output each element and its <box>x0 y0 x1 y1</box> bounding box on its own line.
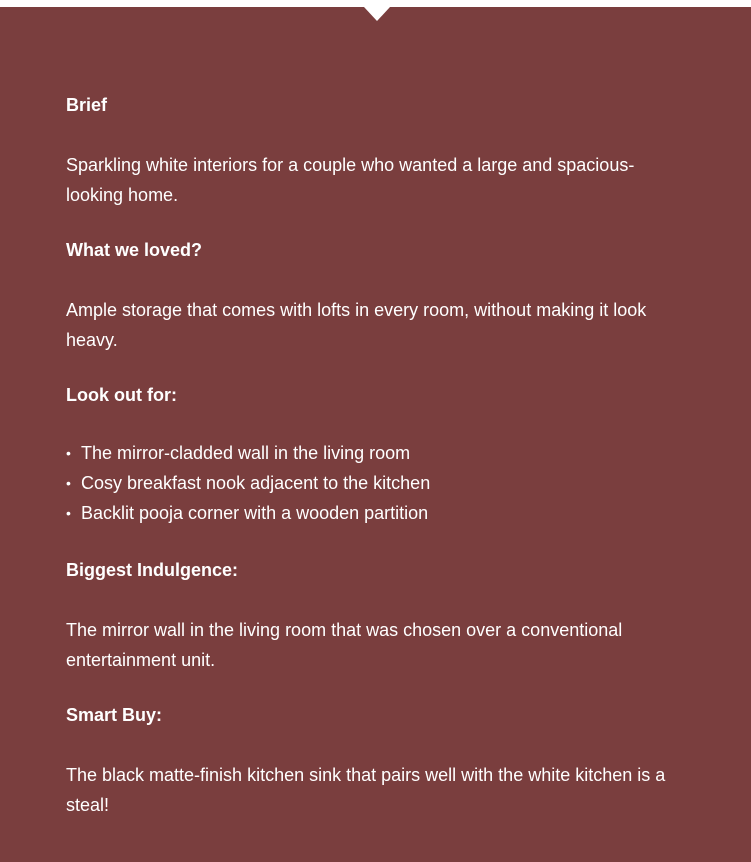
caret-down-icon <box>364 7 390 21</box>
section-look-out-for <box>66 383 685 558</box>
feature-list <box>66 438 685 528</box>
bullet-dot-icon: • <box>66 445 71 461</box>
list-item <box>66 438 685 468</box>
section-text: Sparkling white interiors for a couple who wanted a large and spacious-looking home. <box>66 155 635 205</box>
section-text: The black matte-finish kitchen sink that pairs well with the white kitchen is a steal! <box>66 765 666 815</box>
section-smart-buy <box>66 703 685 820</box>
section-heading: Brief <box>66 95 108 115</box>
section-heading: Look out for: <box>66 385 177 405</box>
list-item-text: The mirror-cladded wall in the living room <box>81 443 411 463</box>
list-item-text: Cosy breakfast nook adjacent to the kitchen <box>81 473 431 493</box>
project-details-panel <box>0 7 751 862</box>
section-brief <box>66 93 685 238</box>
bullet-dot-icon: • <box>66 505 71 521</box>
section-biggest-indulgence <box>66 558 685 703</box>
section-heading: What we loved? <box>66 240 203 260</box>
section-text: The mirror wall in the living room that was chosen over a conventional entertainment unit. <box>66 620 623 670</box>
section-what-we-loved <box>66 238 685 383</box>
list-item <box>66 498 685 528</box>
section-heading: Biggest Indulgence: <box>66 560 239 580</box>
list-item <box>66 468 685 498</box>
list-item-text: Backlit pooja corner with a wooden partition <box>81 503 429 523</box>
section-text: Ample storage that comes with lofts in every room, without making it look heavy. <box>66 300 647 350</box>
bullet-dot-icon: • <box>66 475 71 491</box>
section-heading: Smart Buy: <box>66 705 163 725</box>
